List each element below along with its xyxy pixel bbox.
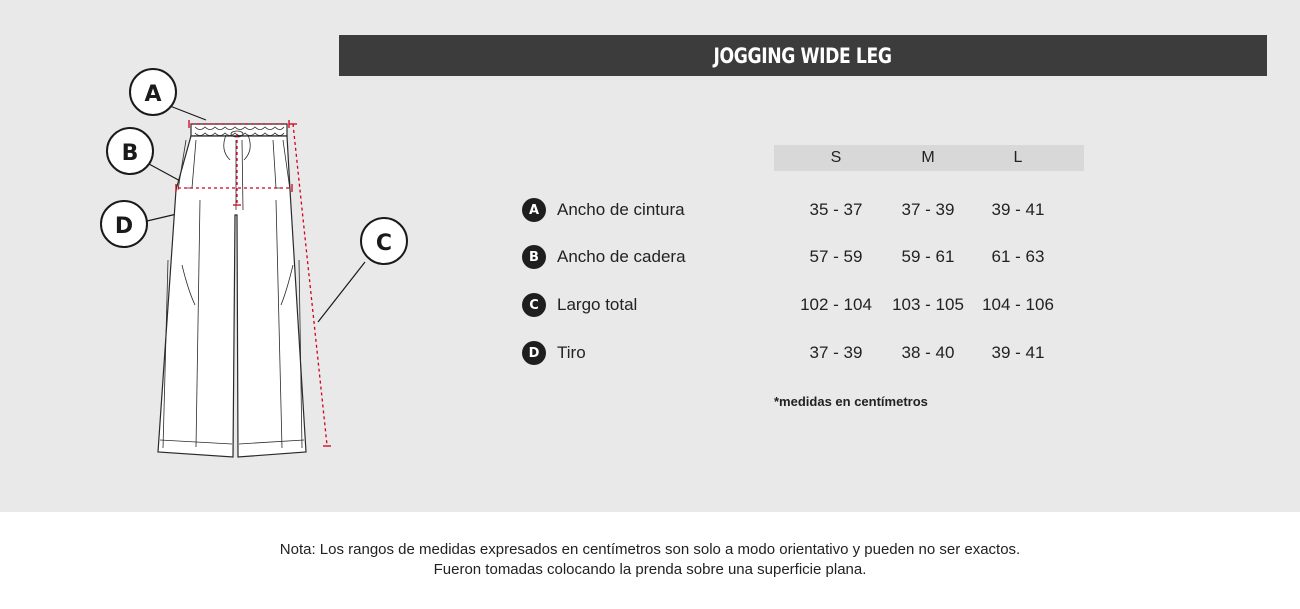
size-m: M (921, 149, 935, 166)
measure-row-a (522, 198, 1082, 222)
value-m: 37 - 39 (901, 200, 955, 219)
row-label: Tiro (557, 343, 586, 362)
row-label: Ancho de cintura (557, 200, 685, 219)
callout-b-letter: B (121, 141, 139, 166)
value-l: 61 - 63 (991, 247, 1045, 266)
value-m: 59 - 61 (901, 247, 955, 266)
value-m: 38 - 40 (901, 343, 955, 362)
chart-title: JOGGING WIDE LEG (713, 43, 893, 68)
row-label: Largo total (557, 295, 638, 314)
size-s: S (830, 149, 842, 166)
note-line-2: Fueron tomadas colocando la prenda sobre una superficie plana. (433, 561, 867, 578)
callout-b (107, 128, 184, 183)
callout-c (318, 218, 407, 322)
callout-c-letter: C (375, 231, 393, 256)
badge-d: D (522, 341, 546, 365)
measure-row-c (522, 293, 1082, 317)
measure-row-d (522, 341, 1082, 365)
size-l: L (1013, 149, 1023, 166)
pants-illustration (90, 60, 430, 470)
value-m: 103 - 105 (892, 295, 964, 314)
units-footnote: *medidas en centímetros (774, 394, 928, 409)
note-line-1: Nota: Los rangos de medidas expresados en centímetros son solo a modo orientativo y pueden no ser exactos. (279, 541, 1021, 558)
value-s: 57 - 59 (809, 247, 863, 266)
chart-title-bar (339, 35, 1267, 76)
callout-d-letter: D (114, 214, 134, 239)
value-l: 104 - 106 (982, 295, 1054, 314)
size-header (774, 145, 1084, 171)
badge-b: B (522, 245, 546, 269)
row-label: Ancho de cadera (557, 247, 686, 266)
value-s: 37 - 39 (809, 343, 863, 362)
callout-a-letter: A (144, 82, 162, 107)
measure-row-b (522, 245, 1082, 269)
badge-c: C (522, 293, 546, 317)
value-l: 39 - 41 (991, 200, 1045, 219)
value-l: 39 - 41 (991, 343, 1045, 362)
value-s: 102 - 104 (800, 295, 872, 314)
callout-a (130, 69, 206, 120)
value-s: 35 - 37 (809, 200, 863, 219)
disclaimer-note (0, 540, 1300, 580)
badge-a: A (522, 198, 546, 222)
